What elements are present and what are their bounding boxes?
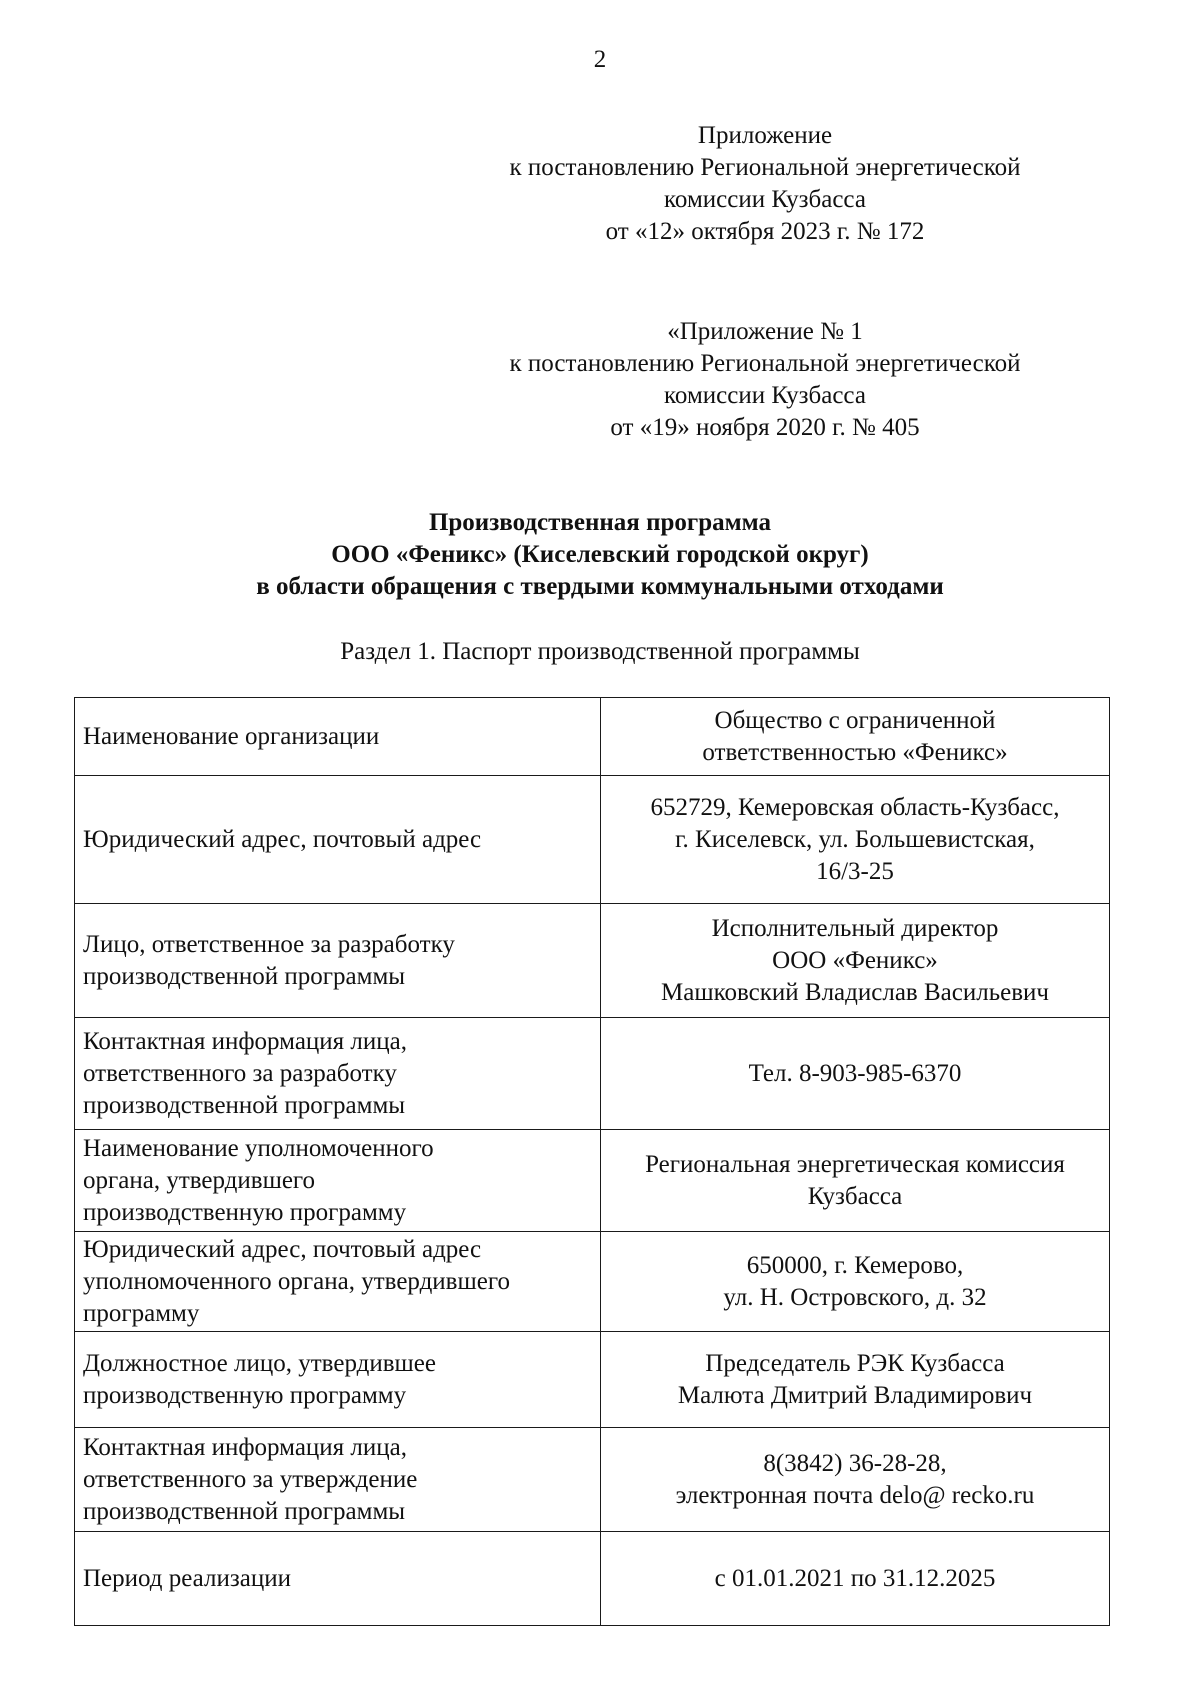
row-value [601, 1130, 1110, 1232]
table-row [75, 904, 1110, 1018]
row-value [601, 698, 1110, 776]
label-line: Период реализации [83, 1564, 291, 1592]
table-row [75, 1232, 1110, 1332]
label-line: Наименование организации [83, 722, 380, 750]
label-line: органа, утвердившего [83, 1166, 316, 1194]
title-line: в области обращения с твердыми коммунальными отходами [256, 573, 944, 600]
row-value [601, 1332, 1110, 1428]
value-line: 8(3842) 36-28-28, [763, 1449, 947, 1477]
table-row [75, 1332, 1110, 1428]
label-line: производственную программу [83, 1198, 407, 1226]
row-label [75, 1232, 601, 1332]
label-line: ответственного за разработку [83, 1059, 397, 1087]
appendix-line: Приложение [697, 122, 833, 149]
value-line: 16/3-25 [816, 857, 894, 885]
label-line: производственной программы [83, 1497, 406, 1525]
label-line: программу [83, 1299, 200, 1327]
row-value [601, 1428, 1110, 1532]
label-line: Лицо, ответственное за разработку [83, 930, 455, 958]
document-title [0, 507, 1200, 603]
row-value [601, 776, 1110, 904]
row-label [75, 776, 601, 904]
label-line: уполномоченного органа, утвердившего [83, 1267, 510, 1295]
value-line: г. Киселевск, ул. Большевистская, [675, 825, 1035, 853]
title-line: ООО «Феникс» (Киселевский городской округ) [331, 541, 869, 568]
row-label [75, 1428, 601, 1532]
value-line: Малюта Дмитрий Владимирович [677, 1381, 1033, 1409]
appendix-line: комиссии Кузбасса [664, 382, 866, 409]
value-line: Региональная энергетическая комиссия [645, 1150, 1065, 1178]
table-row [75, 1532, 1110, 1626]
value-line: ООО «Феникс» [772, 946, 938, 974]
label-line: Юридический адрес, почтовый адрес [83, 1235, 482, 1263]
value-line: ул. Н. Островского, д. 32 [723, 1283, 987, 1311]
passport-table [74, 697, 1110, 1626]
title-line: Производственная программа [428, 509, 772, 536]
value-line: Кузбасса [807, 1182, 903, 1210]
table-row [75, 698, 1110, 776]
row-label [75, 1532, 601, 1626]
row-label [75, 1018, 601, 1130]
label-line: Контактная информация лица, [83, 1433, 408, 1461]
appendix-line: к постановлению Региональной энергетической [509, 154, 1021, 181]
row-value [601, 1532, 1110, 1626]
value-line: 650000, г. Кемерово, [746, 1251, 964, 1279]
value-line: Исполнительный директор [711, 914, 999, 942]
value-line: Председатель РЭК Кузбасса [705, 1349, 1005, 1377]
value-line: 652729, Кемеровская область-Кузбасс, [650, 793, 1060, 821]
row-label [75, 904, 601, 1018]
table-row [75, 1130, 1110, 1232]
table-row [75, 1428, 1110, 1532]
label-line: Должностное лицо, утвердившее [83, 1349, 436, 1377]
row-value [601, 1232, 1110, 1332]
value-line: ответственностью «Феникс» [702, 738, 1008, 766]
page-number: 2 [593, 46, 607, 73]
label-line: Юридический адрес, почтовый адрес [83, 825, 482, 853]
value-line: Машковский Владислав Васильевич [661, 978, 1049, 1006]
label-line: производственной программы [83, 1091, 406, 1119]
appendix-line: к постановлению Региональной энергетической [509, 350, 1021, 377]
row-value [601, 904, 1110, 1018]
label-line: Наименование уполномоченного [83, 1134, 434, 1162]
value-line: электронная почта delo@ recko.ru [675, 1481, 1035, 1509]
appendix-line: от «12» октября 2023 г. № 172 [605, 218, 925, 245]
value-line: с 01.01.2021 по 31.12.2025 [714, 1564, 996, 1592]
label-line: ответственного за утверждение [83, 1465, 418, 1493]
label-line: производственной программы [83, 962, 406, 990]
label-line: Контактная информация лица, [83, 1027, 408, 1055]
appendix-header-original [470, 316, 1060, 444]
appendix-line: комиссии Кузбасса [664, 186, 866, 213]
row-value [601, 1018, 1110, 1130]
value-line: Тел. 8-903-985-6370 [748, 1059, 962, 1087]
appendix-header-current [470, 120, 1060, 248]
row-label [75, 1332, 601, 1428]
appendix-line: «Приложение № 1 [667, 318, 863, 345]
section-title: Раздел 1. Паспорт производственной программы [340, 638, 860, 665]
table-row [75, 1018, 1110, 1130]
value-line: Общество с ограниченной [714, 706, 996, 734]
row-label [75, 1130, 601, 1232]
row-label [75, 698, 601, 776]
appendix-line: от «19» ноября 2020 г. № 405 [610, 414, 920, 441]
table-row [75, 776, 1110, 904]
label-line: производственную программу [83, 1381, 407, 1409]
